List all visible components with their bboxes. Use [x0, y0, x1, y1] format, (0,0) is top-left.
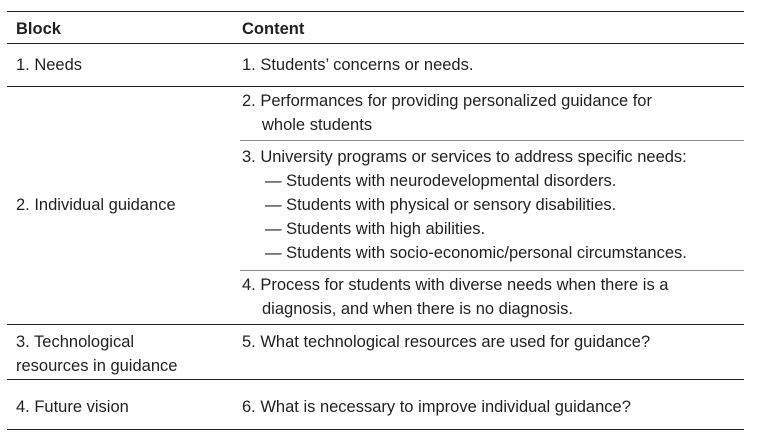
block-cell: 4. Future vision	[16, 398, 129, 416]
block-cell-line: resources in guidance	[16, 357, 178, 375]
content-line: 4. Process for students with diverse needs when there is a	[242, 276, 669, 294]
header-content: Content	[242, 20, 305, 38]
content-line: — Students with high abilities.	[265, 220, 486, 238]
block-cell: 1. Needs	[16, 56, 83, 74]
content-line: whole students	[262, 116, 373, 134]
row-rule	[7, 86, 744, 87]
row-rule	[7, 379, 744, 380]
block-cell: 2. Individual guidance	[16, 196, 176, 214]
content-line: — Students with socio-economic/personal circumstances.	[265, 244, 687, 262]
table-bottom-rule	[7, 429, 744, 430]
sub-row-rule	[240, 270, 744, 271]
content-cell: 1. Students’ concerns or needs.	[242, 56, 474, 74]
header-block: Block	[16, 20, 61, 38]
content-cell: 5. What technological resources are used for guidance?	[242, 333, 651, 351]
content-line: — Students with physical or sensory disabilities.	[265, 196, 617, 214]
content-line: diagnosis, and when there is no diagnosis.	[262, 300, 573, 318]
header-rule	[7, 43, 744, 44]
sub-row-rule	[240, 140, 744, 141]
content-line: 3. University programs or services to address specific needs:	[242, 148, 687, 166]
content-line: — Students with neurodevelopmental disorders.	[265, 172, 617, 190]
block-cell-line: 3. Technological	[16, 333, 135, 351]
table-top-rule	[7, 11, 744, 12]
content-line: 2. Performances for providing personalized guidance for	[242, 92, 652, 110]
row-rule	[7, 324, 744, 325]
content-cell: 6. What is necessary to improve individual guidance?	[242, 398, 631, 416]
